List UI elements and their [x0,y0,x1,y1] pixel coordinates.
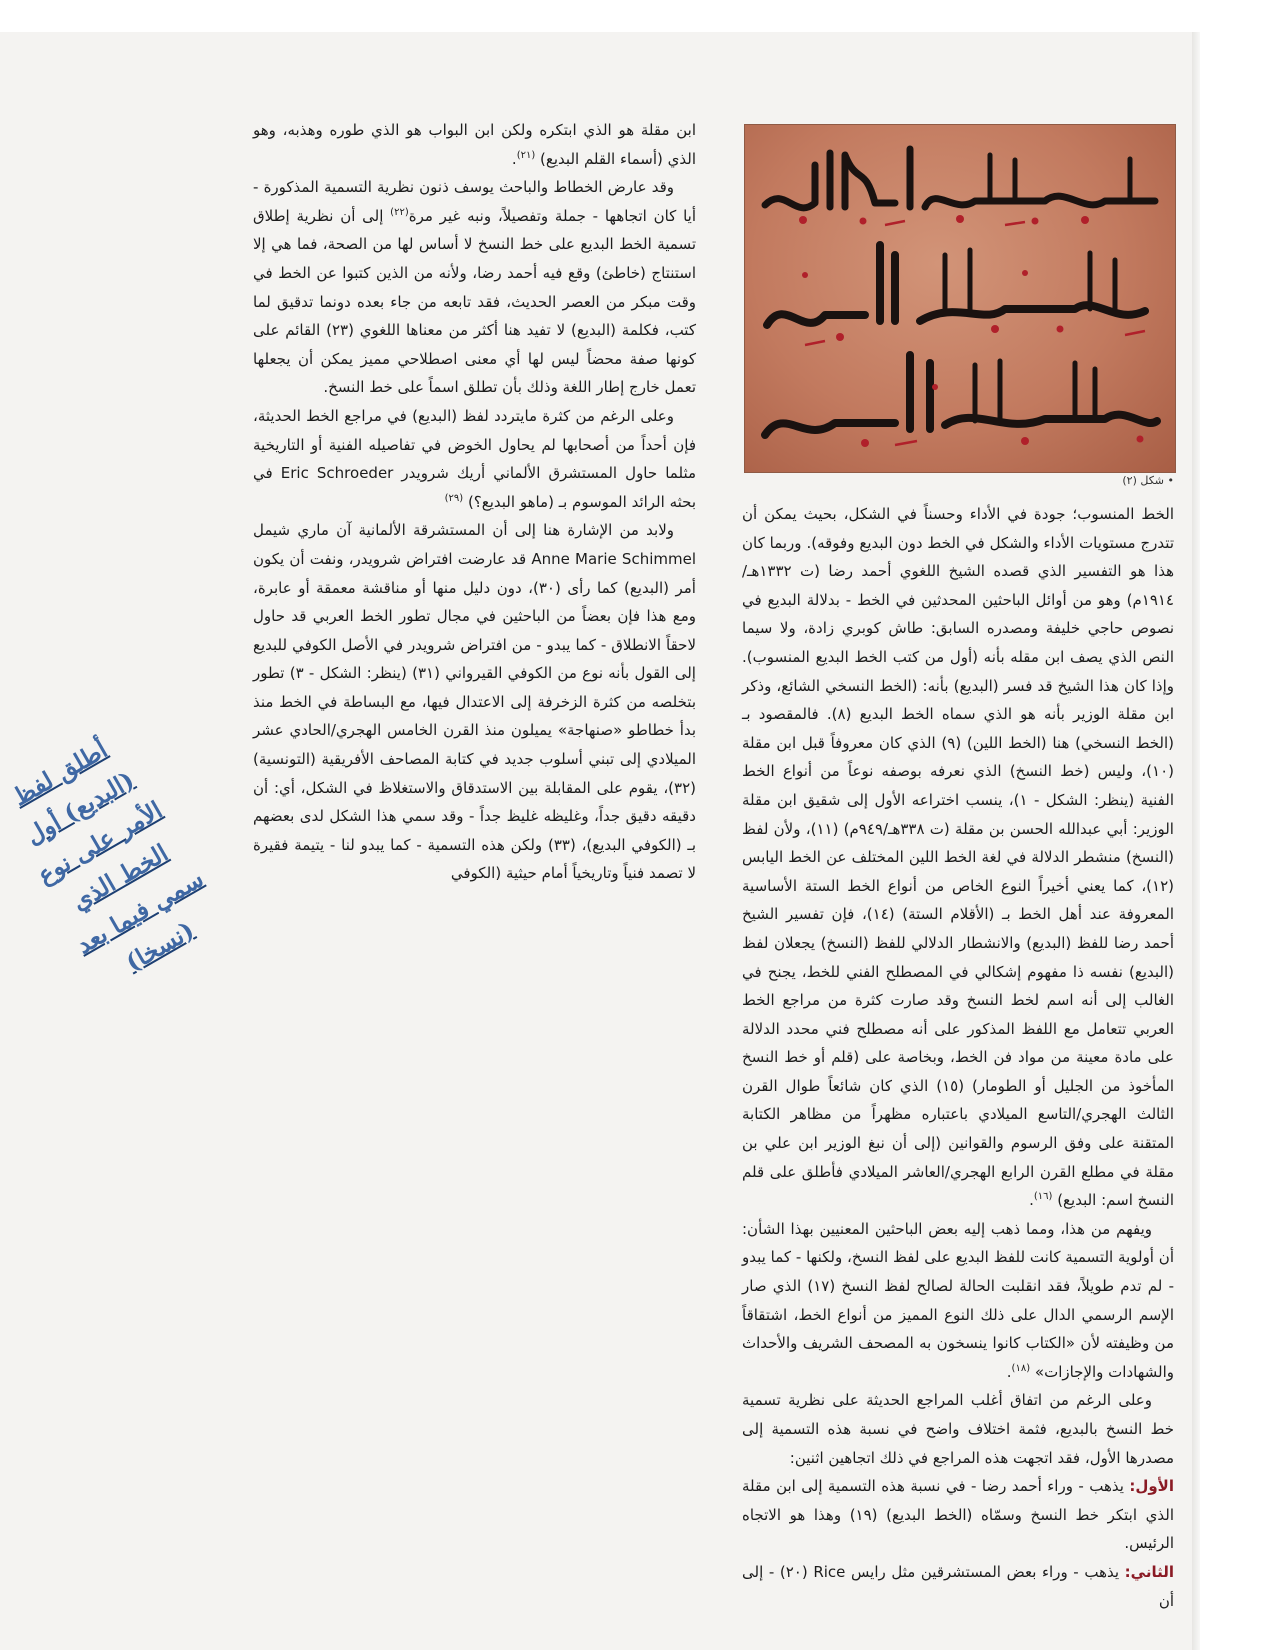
page-edge-shadow [1192,32,1200,1650]
paragraph: الخط المنسوب؛ جودة في الأداء وحسناً في الشكل، بحيث يمكن أن تتدرج مستويات الأداء والشكل في الخط دون البديع وفوقه). وربما كان هذا هو التفسير الذي قصده الشيخ اللغوي أحمد رضا (ت ١٣٣٢هـ/١٩١٤م) وهو من أوائل الباحثين المحدثين في الخط - بدلالة البديع في نصوص حاجي خليفة ومصدره السابق: طاش كوبري زادة، ولا سيما النص الذي يصف ابن مقله بأنه (أول من كتب الخط البديع المنسوب). وإذا كان هذا الشيخ قد فسر (البديع) بأنه: (الخط النسخي الشائع، وذكر ابن مقلة الوزير بأنه هو الذي سماه الخط البديع (٨). فالمقصود بـ (الخط النسخي) هنا (الخط اللين) (٩) الذي كان معروفاً قبل ابن مقلة (١٠)، وليس (خط النسخ) الذي نعرفه بوصفه نوعاً من أنواع الخط الفنية (ينظر: الشكل - ١)، ينسب اختراعه الأول إلى شقيق ابن مقلة الوزير: أبي عبدالله الحسن بن مقلة (ت ٣٣٨هـ/٩٤٩م) (١١)، ولأن لفظ (النسخ) منشطر الدلالة في لغة الخط اللين المختلف عن الخط اليابس (١٢)، كما يعني أخيراً النوع الخاص من أنواع الخط الستة الأساسية المعروفة عند أهل الخط بـ (الأقلام الستة) (١٤)، فإن تفسير الشيخ أحمد رضا للفظ (البديع) والانشطار الدلالي للفظ (النسخ) يجعلان لفظ (البديع) نفسه ذا مفهوم إشكالي في المصطلح الفني للخط، يجنح في الغالب إلى أنه اسم لخط النسخ وقد صارت كثرة من مراجع الخط العربي تتعامل مع اللفظ المذكور على أنه مصطلح فني محدد الدلالة على مادة معينة من مواد فن الخط، وبخاصة على (قلم أو خط النسخ المأخوذ من الجليل أو الطومار) (١٥) الذي كان شائعاً طوال القرن الثالث الهجري/التاسع الميلادي باعتباره مظهراً من مظاهر الكتابة المتقنة على وفق الرسوم والقوانين (إلى أن نبغ الوزير ابن علي بن مقلة في مطلع القرن الرابع الهجري/العاشر الميلادي فأطلق على قلم النسخ اسم: البديع) $^{(١٦)}$. [742,505,1175,1210]
list-item: الأول: يذهب - وراء أحمد رضا - في نسبة هذه التسمية إلى ابن مقلة الذي ابتكر خط النسخ وسمّاه (الخط البديع) (١٩) وهذا هو الاتجاه الرئيس. [742,1477,1174,1553]
figure-caption: • شكل (٢) [1122,474,1174,487]
margin-callout-note: أطلق لفظ (البديع) أول الأمر على نوع الخط الذي سمي فيما بعد (نسخا) [7,734,209,978]
paragraph: ولابد من الإشارة هنا إلى أن المستشرقة الألمانية آن ماري شيمل Anne Marie Schimmel قد عارضت افتراض شرويدر، ونفت أن يكون أمر (البديع) كما رأى (٣٠)، دون دليل منها أو مناقشة معمقة أو عابرة، ومع هذا فإن بعضاً من الباحثين في مجال تطور الخط العربي قد حاول لاحقاً الانطلاق - كما يبدو - من افتراض شرويدر في الأصل الكوفي للبديع إلى القول بأنه نوع من الكوفي القيرواني (٣١) (ينظر: الشكل - ٣) تطور بتخلصه من كثرة الزخرفة إلى الاعتدال فيها، مع البساطة في الخط منذ بدأ خطاطو «صنهاجة» يميلون منذ القرن الخامس الهجري/الحادي عشر الميلادي إلى تبني أسلوب جديد في كتابة المصاحف الأفريقية (التونسية) (٣٢)، يقوم على المقابلة بين الاستدقاق والاستغلاظ في الشكل، أي: أن دقيقه دقيق جداً، وغليظه غليظ جداً - وقد سمي هذا الشكل لدى بعضهم بـ (الكوفي البديع)، (٣٣) ولكن هذه التسمية - كما يبدو لنا - يتيمة فقيرة لا تصمد فنياً وتاريخياً أمام حيثية (الكوفي [253,521,696,883]
list-item: الثاني: يذهب - وراء بعض المستشرقين مثل رايس Rice (٢٠) - إلى أن [742,1562,1174,1610]
article-column-right [742,500,1174,1615]
kufic-calligraphy-image [745,125,1175,472]
paragraph: وعلى الرغم من كثرة مايتردد لفظ (البديع) في مراجع الخط الحديثة، فإن أحداً من أصحابها لم يحاول الخوض في تفاصيله الفنية أو التاريخية مثلما حاول المستشرق الألماني أريك شرويدر Eric Schroeder في بحثه الرائد الموسوم بـ (ماهو البديع؟) $^{(٢٩)}$ [253,406,697,511]
calligraphy-figure [744,124,1176,473]
paragraph: ويفهم من هذا، ومما ذهب إليه بعض الباحثين المعنيين بهذا الشأن: أن أولوية التسمية كانت للفظ البديع على لفظ النسخ، ولكنها - كما يبدو - لم تدم طويلاً، فقد انقلبت الحالة لصالح لفظ النسخ (١٧) الذي صار الإسم الرسمي الدال على ذلك النوع المميز من أنواع الخط، اشتقاقاً من وظيفته لأن «الكتاب كانوا ينسخون به المصحف الشريف والأحداث والشهادات والإجازات» $^{(١٨)}$. [742,1219,1175,1381]
article-column-left [253,116,696,888]
paragraph: وعلى الرغم من اتفاق أغلب المراجع الحديثة على نظرية تسمية خط النسخ بالبديع، فثمة اختلاف واضح في نسبة هذه التسمية إلى مصدرها الأول، فقد اتجهت هذه المراجع في ذلك اتجاهين اثنين: [742,1391,1174,1467]
paragraph: ابن مقلة هو الذي ابتكره ولكن ابن البواب هو الذي طوره وهذبه، وهو الذي (أسماء القلم البديع) $^{(٢١)}$. [253,121,696,168]
paragraph: وقد عارض الخطاط والباحث يوسف ذنون نظرية التسمية المذكورة - أيا كان اتجاهها - جملة وتفصيلاً، ونبه غير مرة$^{(٢٢)}$ إلى أن نظرية إطلاق تسمية الخط البديع على خط النسخ لا أساس لها من الصحة، فما هي إلا استنتاج (خاطئ) وقع فيه أحمد رضا، ولأنه من الذين كتبوا عن الخط في وقت مبكر من العصر الحديث، فقد تابعه من جاء بعده دونما تدقيق لما كتب، فكلمة (البديع) لا تفيد هنا أكثر من معناها اللغوي (٢٣) القائم على كونها صفة محضاً ليس لها أي معنى اصطلاحي مميز يمكن أن يجعلها تعمل خارج إطار اللغة وذلك بأن تطلق اسماً على خط النسخ. [253,178,696,397]
